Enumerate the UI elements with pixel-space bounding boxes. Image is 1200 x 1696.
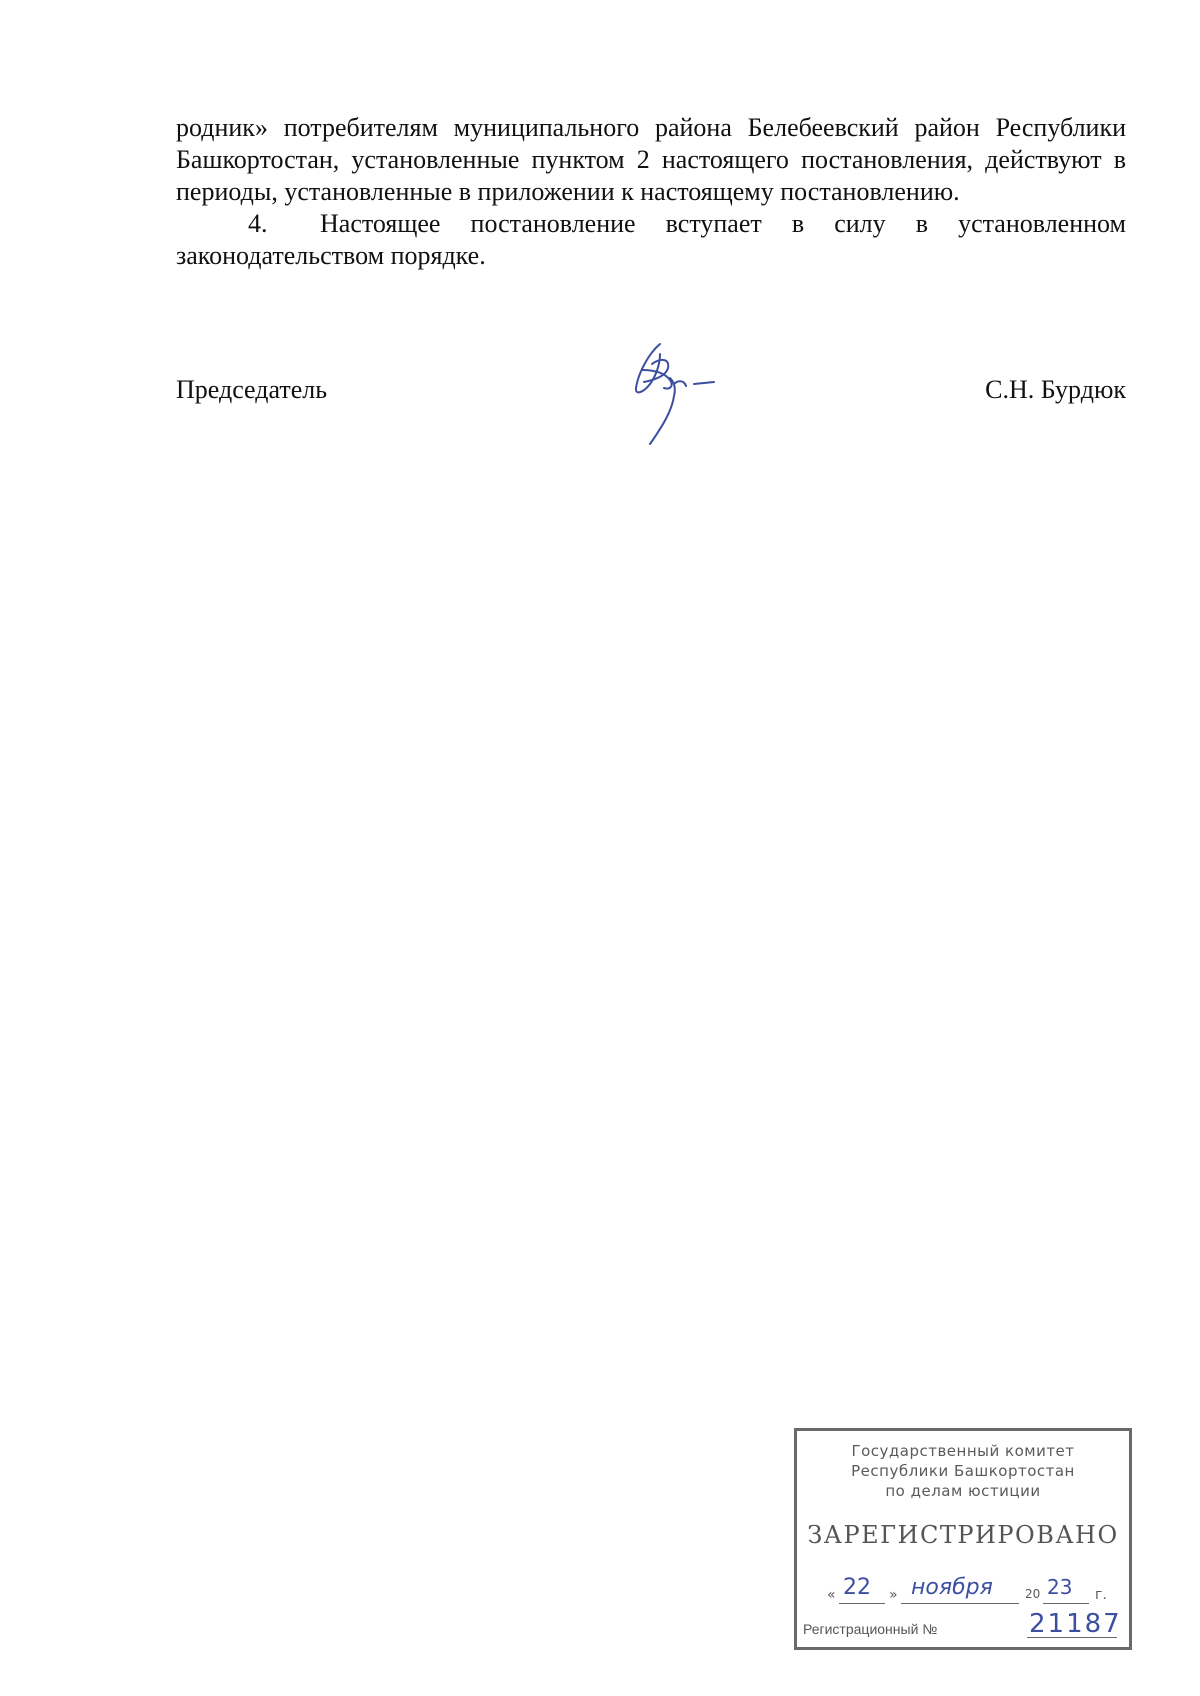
date-day: 22 [843,1575,871,1600]
paragraph-4-text: Настоящее постановление вступает в силу в установленном законодательством порядке. [176,209,1126,270]
date-year: 23 [1047,1575,1073,1599]
month-underline [901,1603,1019,1604]
handwritten-signature [630,340,720,450]
stamp-date [827,1569,1117,1609]
date-month: ноября [911,1575,993,1600]
stamp-org-line: по делам юстиции [885,1482,1041,1500]
day-underline [839,1603,885,1604]
year-underline [1043,1603,1089,1604]
stamp-org-line: Государственный комитет [851,1442,1075,1460]
date-year-unit: г. [1095,1587,1107,1603]
date-quote-open: « [827,1587,836,1603]
signatory-title: Председатель [176,375,328,404]
registration-label: Регистрационный № [803,1621,938,1637]
stamp-organization [797,1441,1129,1501]
date-quote-close: » [889,1587,898,1603]
paragraph-4 [176,208,1126,272]
stamp-title: ЗАРЕГИСТРИРОВАНО [807,1521,1119,1549]
stamp-org-line: Республики Башкортостан [851,1462,1075,1480]
paragraph-number: 4. [248,209,268,238]
date-year-prefix: 20 [1025,1587,1041,1601]
registration-stamp [794,1428,1132,1650]
paragraph-continuation: родник» потребителям муниципального района Белебеевский район Республики Башкортостан, установленные пунктом 2 настоящего постановления, действуют в периоды, установленные в приложении к настоящему постановлению. [176,113,1126,206]
registration-number: 21187 [1029,1609,1122,1639]
signatory-name: С.Н. Бурдюк [985,375,1126,404]
document-body [176,112,1126,272]
